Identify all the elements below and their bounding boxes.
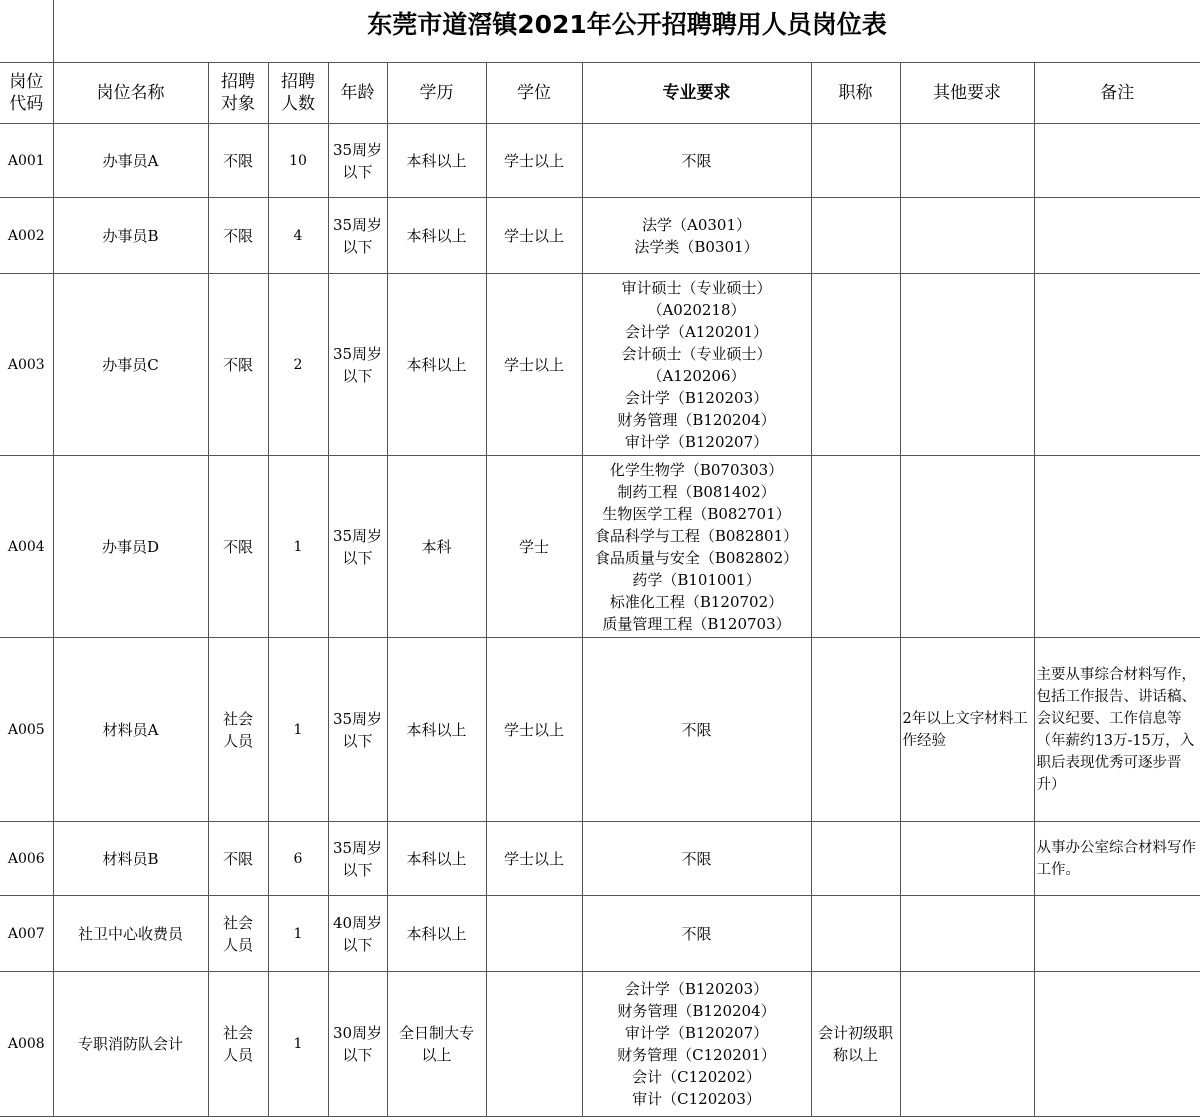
cell-age-line: 30周岁	[332, 1024, 383, 1042]
cell-age	[328, 456, 387, 638]
cell-degree	[486, 896, 582, 972]
cell-target-line: 人员	[222, 1046, 253, 1064]
cell-education-line: 本科以上	[406, 226, 467, 245]
header-target: 招聘 对象	[208, 63, 268, 124]
cell-title-req	[811, 896, 900, 972]
cell-education-line: 本科以上	[406, 720, 467, 739]
table-row	[0, 198, 1200, 274]
cell-age-line: 以下	[342, 237, 373, 256]
cell-age-line: 35周岁	[332, 709, 383, 728]
position-table	[0, 62, 1200, 1117]
header-major: 专业要求	[582, 63, 811, 124]
cell-age	[328, 274, 387, 456]
cell-note	[1034, 456, 1200, 638]
cell-age-line: 35周岁	[332, 526, 383, 545]
cell-age	[328, 896, 387, 972]
header-education: 学历	[387, 63, 486, 124]
cell-age	[328, 638, 387, 822]
cell-age	[328, 972, 387, 1117]
cell-major	[582, 896, 811, 972]
cell-education-line: 本科以上	[406, 849, 467, 868]
header-row	[0, 63, 1200, 124]
cell-count: 1	[268, 456, 328, 638]
cell-target-line: 不限	[222, 355, 253, 374]
cell-code: A004	[0, 456, 53, 638]
header-age: 年龄	[328, 63, 387, 124]
cell-education	[387, 822, 486, 896]
cell-note	[1034, 896, 1200, 972]
cell-major-line: （A020218）	[647, 300, 746, 319]
cell-code: A005	[0, 638, 53, 822]
cell-target-line: 不限	[222, 849, 253, 868]
cell-note	[1034, 274, 1200, 456]
cell-age-line: 以下	[342, 366, 373, 385]
cell-major	[582, 638, 811, 822]
table-row	[0, 896, 1200, 972]
cell-major-line: 不限	[681, 924, 712, 943]
table-row	[0, 124, 1200, 198]
cell-age-line: 以下	[342, 731, 373, 750]
cell-major-line: 质量管理工程（B120703）	[602, 614, 791, 633]
cell-degree: 学士以上	[486, 638, 582, 822]
cell-education-line: 本科以上	[406, 355, 467, 374]
cell-target	[208, 198, 268, 274]
cell-major	[582, 456, 811, 638]
cell-target-line: 社会	[222, 709, 253, 728]
cell-education	[387, 972, 486, 1117]
cell-title-req	[811, 274, 900, 456]
cell-major	[582, 972, 811, 1117]
table-row	[0, 638, 1200, 822]
cell-target	[208, 124, 268, 198]
cell-count: 1	[268, 972, 328, 1117]
cell-major-line: 不限	[681, 720, 712, 739]
title-row	[0, 0, 1200, 62]
cell-education	[387, 896, 486, 972]
cell-target-line: 不限	[222, 151, 253, 170]
cell-position-name: 办事员A	[53, 124, 208, 198]
cell-education	[387, 124, 486, 198]
cell-position-name: 专职消防队会计	[53, 972, 208, 1117]
cell-position-name: 社卫中心收费员	[53, 896, 208, 972]
cell-major-line: 会计学（B120203）	[624, 388, 769, 407]
cell-major-line: 财务管理（C120201）	[617, 1046, 776, 1064]
cell-degree: 学士以上	[486, 274, 582, 456]
cell-other	[900, 124, 1034, 198]
cell-major-line: 审计学（B120207）	[624, 1024, 769, 1042]
cell-other	[900, 456, 1034, 638]
cell-education	[387, 274, 486, 456]
cell-major-line: 法学（A0301）	[641, 215, 751, 234]
cell-other	[900, 274, 1034, 456]
cell-age-line: 35周岁	[332, 344, 383, 363]
cell-major-line: 会计（C120202）	[632, 1068, 761, 1086]
cell-title-req-line: 会计初级职	[817, 1024, 893, 1042]
cell-position-name: 材料员A	[53, 638, 208, 822]
cell-note	[1034, 972, 1200, 1117]
cell-target	[208, 456, 268, 638]
header-note: 备注	[1034, 63, 1200, 124]
cell-major-line: 会计学（A120201）	[624, 322, 769, 341]
cell-position-name: 办事员B	[53, 198, 208, 274]
cell-title-req	[811, 822, 900, 896]
cell-count: 1	[268, 896, 328, 972]
cell-age-line: 以下	[342, 162, 373, 181]
cell-major-line: 审计（C120203）	[632, 1090, 761, 1108]
cell-position-name: 办事员C	[53, 274, 208, 456]
cell-age-line: 35周岁	[332, 140, 383, 159]
cell-title-req	[811, 124, 900, 198]
cell-title-req	[811, 972, 900, 1117]
cell-title-req	[811, 638, 900, 822]
cell-age	[328, 198, 387, 274]
header-count: 招聘 人数	[268, 63, 328, 124]
page-title: 东莞市道滘镇2021年公开招聘聘用人员岗位表	[367, 10, 887, 39]
cell-age-line: 以下	[342, 860, 373, 879]
cell-major-line: 审计学（B120207）	[624, 432, 769, 451]
cell-major-line: 标准化工程（B120702）	[609, 592, 784, 611]
cell-other	[900, 896, 1034, 972]
cell-education-line: 本科以上	[406, 924, 467, 943]
cell-count: 10	[268, 124, 328, 198]
cell-target	[208, 274, 268, 456]
cell-target	[208, 638, 268, 822]
header-other: 其他要求	[900, 63, 1034, 124]
cell-age-line: 以下	[342, 548, 373, 567]
cell-note: 从事办公室综合材料写作工作。	[1034, 822, 1200, 896]
cell-title-req	[811, 198, 900, 274]
header-name: 岗位名称	[53, 63, 208, 124]
cell-position-name: 材料员B	[53, 822, 208, 896]
cell-major-line: 法学类（B0301）	[634, 237, 759, 256]
cell-target	[208, 972, 268, 1117]
cell-degree: 学士以上	[486, 822, 582, 896]
cell-age	[328, 822, 387, 896]
cell-count: 6	[268, 822, 328, 896]
cell-position-name: 办事员D	[53, 456, 208, 638]
cell-age	[328, 124, 387, 198]
cell-major-line: 药学（B101001）	[632, 570, 761, 589]
cell-note	[1034, 198, 1200, 274]
cell-other	[900, 822, 1034, 896]
cell-degree: 学士以上	[486, 198, 582, 274]
cell-title-req	[811, 456, 900, 638]
cell-age-line: 以下	[342, 935, 373, 954]
cell-major	[582, 274, 811, 456]
header-code: 岗位 代码	[0, 63, 53, 124]
cell-target-line: 人员	[222, 731, 253, 750]
cell-major-line: 生物医学工程（B082701）	[602, 504, 791, 523]
cell-education-line: 本科	[421, 537, 452, 556]
cell-note: 主要从事综合材料写作，包括工作报告、讲话稿、会议纪要、工作信息等（年薪约13万-15万，入职后表现优秀可逐步晋升）	[1034, 638, 1200, 822]
cell-major-line: （A120206）	[647, 366, 746, 385]
cell-other	[900, 972, 1034, 1117]
cell-major-line: 食品科学与工程（B082801）	[594, 526, 799, 545]
cell-education-line: 本科以上	[406, 151, 467, 170]
table-row	[0, 972, 1200, 1117]
table-row	[0, 822, 1200, 896]
cell-major-line: 食品质量与安全（B082802）	[594, 548, 799, 567]
table-row	[0, 456, 1200, 638]
cell-count: 1	[268, 638, 328, 822]
cell-count: 2	[268, 274, 328, 456]
cell-major-line: 会计硕士（专业硕士）	[621, 344, 772, 363]
cell-target-line: 不限	[222, 537, 253, 556]
cell-other	[900, 198, 1034, 274]
cell-education-line: 以上	[421, 1046, 452, 1064]
cell-code: A001	[0, 124, 53, 198]
cell-education-line: 全日制大专	[398, 1024, 474, 1042]
cell-education	[387, 198, 486, 274]
cell-major-line: 制药工程（B081402）	[617, 482, 776, 501]
cell-major-line: 不限	[681, 849, 712, 868]
cell-target	[208, 896, 268, 972]
title-left-blank-cell	[0, 0, 54, 62]
cell-education	[387, 456, 486, 638]
cell-major	[582, 124, 811, 198]
cell-target-line: 不限	[222, 226, 253, 245]
cell-target	[208, 822, 268, 896]
cell-degree: 学士	[486, 456, 582, 638]
cell-major-line: 财务管理（B120204）	[617, 1002, 776, 1020]
cell-note	[1034, 124, 1200, 198]
cell-count: 4	[268, 198, 328, 274]
cell-title-req-line: 称以上	[832, 1046, 878, 1064]
cell-major-line: 会计学（B120203）	[624, 980, 769, 998]
cell-major	[582, 822, 811, 896]
cell-major	[582, 198, 811, 274]
cell-code: A002	[0, 198, 53, 274]
cell-degree	[486, 972, 582, 1117]
cell-major-line: 不限	[681, 151, 712, 170]
cell-age-line: 40周岁	[332, 913, 383, 932]
cell-code: A006	[0, 822, 53, 896]
cell-major-line: 财务管理（B120204）	[617, 410, 776, 429]
header-title-req: 职称	[811, 63, 900, 124]
cell-age-line: 35周岁	[332, 838, 383, 857]
cell-age-line: 35周岁	[332, 215, 383, 234]
cell-code: A008	[0, 972, 53, 1117]
cell-degree: 学士以上	[486, 124, 582, 198]
cell-major-line: 化学生物学（B070303）	[609, 460, 784, 479]
cell-target-line: 社会	[222, 913, 253, 932]
cell-other: 2年以上文字材料工作经验	[900, 638, 1034, 822]
cell-code: A003	[0, 274, 53, 456]
cell-age-line: 以下	[342, 1046, 373, 1064]
cell-target-line: 人员	[222, 935, 253, 954]
header-degree: 学位	[486, 63, 582, 124]
cell-education	[387, 638, 486, 822]
cell-major-line: 审计硕士（专业硕士）	[621, 278, 772, 297]
table-row	[0, 274, 1200, 456]
cell-target-line: 社会	[222, 1024, 253, 1042]
cell-code: A007	[0, 896, 53, 972]
